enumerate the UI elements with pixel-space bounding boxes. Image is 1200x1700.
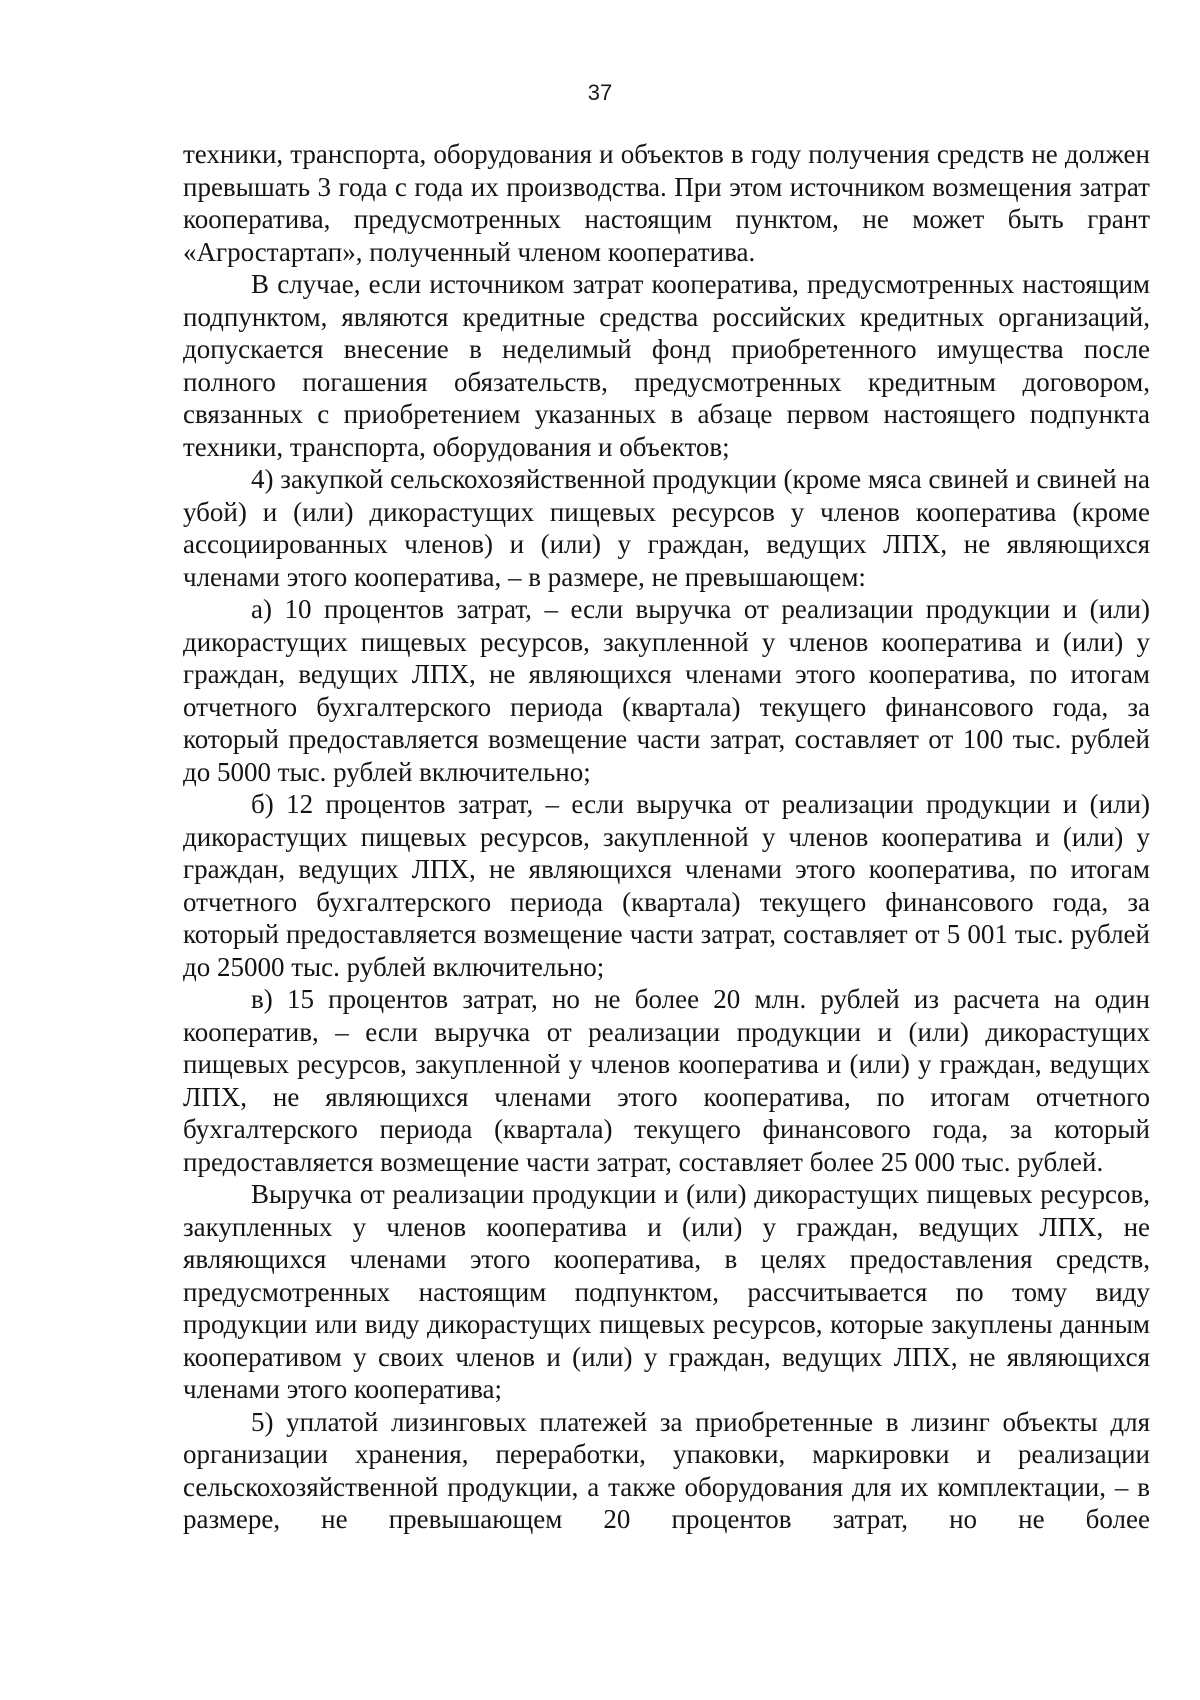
paragraph-subitem-c: в) 15 процентов затрат, но не более 20 млн. рублей из расчета на один кооператив, – если выручка от реализации продукции и (или) дикорастущих пищевых ресурсов, закупленной у членов кооператива и (или) у граждан, ведущих ЛПХ, не являющихся членами этого кооператива, по итогам отчетного бухгалтерского периода (квартала) текущего финансового года, за который предоставляется возмещение части затрат, составляет более 25 000 тыс. рублей. <box>183 984 1150 1177</box>
paragraph-item-5-leasing: 5) уплатой лизинговых платежей за приобретенные в лизинг объекты для организации хранения, переработки, упаковки, маркировки и реализации сельскохозяйственной продукции, а также оборудования для их комплектации, – в размере, не превышающем 20 процентов затрат, но не более <box>183 1406 1150 1534</box>
page-number: 37 <box>587 80 613 105</box>
paragraph-subitem-a: а) 10 процентов затрат, – если выручка от реализации продукции и (или) дикорастущих пищевых ресурсов, закупленной у членов кооператива и (или) у граждан, ведущих ЛПХ, не являющихся членами этого кооператива, по итогам отчетного бухгалтерского периода (квартала) текущего финансового года, за который предоставляется возмещение части затрат, составляет от 100 тыс. рублей до 5000 тыс. рублей включительно; <box>183 594 1150 787</box>
paragraph-credit-funds: В случае, если источником затрат кооператива, предусмотренных настоящим подпунктом, являются кредитные средства российских кредитных организаций, допускается внесение в неделимый фонд приобретенного имущества после полного погашения обязательств, предусмотренных кредитным договором, связанных с приобретением указанных в абзаце первом настоящего подпункта техники, транспорта, оборудования и объектов; <box>183 269 1150 462</box>
paragraph-revenue-calculation: Выручка от реализации продукции и (или) дикорастущих пищевых ресурсов, закупленных у членов кооператива и (или) у граждан, ведущих ЛПХ, не являющихся членами этого кооператива, в целях предоставления средств, предусмотренных настоящим подпунктом, рассчитывается по тому виду продукции или виду дикорастущих пищевых ресурсов, которые закуплены данным кооперативом у своих членов и (или) у граждан, ведущих ЛПХ, не являющихся членами этого кооператива; <box>183 1179 1150 1404</box>
document-body <box>183 138 1150 1536</box>
paragraph-subitem-b: б) 12 процентов затрат, – если выручка от реализации продукции и (или) дикорастущих пищевых ресурсов, закупленной у членов кооператива и (или) у граждан, ведущих ЛПХ, не являющихся членами этого кооператива, по итогам отчетного бухгалтерского периода (квартала) текущего финансового года, за который предоставляется возмещение части затрат, составляет от 5 001 тыс. рублей до 25000 тыс. рублей включительно; <box>183 789 1150 982</box>
paragraph-item-4-purchase: 4) закупкой сельскохозяйственной продукции (кроме мяса свиней и свиней на убой) и (или) дикорастущих пищевых ресурсов у членов кооператива (кроме ассоциированных членов) и (или) у граждан, ведущих ЛПХ, не являющихся членами этого кооператива, – в размере, не превышающем: <box>183 464 1150 592</box>
paragraph-continuation: техники, транспорта, оборудования и объектов в году получения средств не должен превышать 3 года с года их производства. При этом источником возмещения затрат кооператива, предусмотренных настоящим пунктом, не может быть грант «Агростартап», полученный членом кооператива. <box>183 139 1150 267</box>
